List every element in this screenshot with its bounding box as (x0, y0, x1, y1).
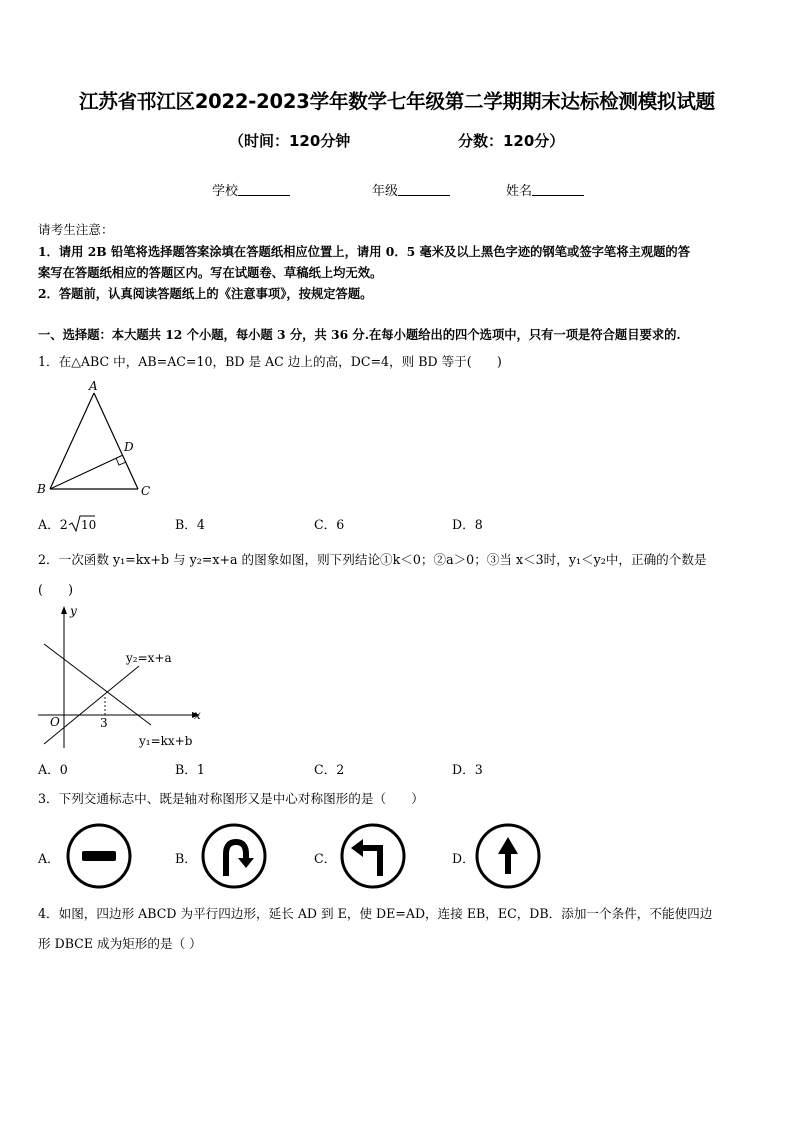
no-entry-sign-icon (65, 822, 133, 890)
school-label: 学校 (212, 184, 239, 199)
q1-option-a-prefix: A．2 (38, 517, 68, 532)
score-label: 分数：120分） (458, 132, 565, 150)
page-title: 江苏省邗江区2022-2023学年数学七年级第二学期期末达标检测模拟试题 (79, 90, 715, 113)
school-field (212, 180, 290, 199)
q2-option-a: A．0 (38, 762, 68, 777)
q2-option-b: B．1 (175, 762, 205, 777)
notice-line1b: 案写在答题纸相应的答题区内。写在试题卷、草稿纸上均无效。 (38, 265, 383, 280)
sqrt-radicand: 10 (80, 518, 96, 532)
straight-ahead-sign-icon (474, 822, 542, 890)
y-axis-arrow (61, 606, 67, 614)
q1-triangle-figure (34, 376, 159, 500)
notice-line2: 2．答题前，认真阅读答题纸上的《注意事项》，按规定答题。 (38, 286, 373, 301)
grade-field (372, 180, 450, 199)
label-c: C (141, 484, 151, 498)
label-y1: y₁=kx+b (139, 734, 193, 748)
section-heading: 一、选择题：本大题共 12 个小题，每小题 3 分，共 36 分.在每小题给出的四个选项中，只有一项是符合题目要求的. (38, 327, 681, 342)
u-turn-sign-icon (200, 822, 268, 890)
sqrt-symbol (68, 515, 96, 533)
label-y: y (70, 604, 77, 618)
time-label: （时间：120分钟 (229, 132, 351, 150)
q2-graph-figure (34, 603, 209, 753)
q3-option-c: C． (314, 851, 337, 866)
name-label: 姓名 (506, 184, 533, 199)
q2-stem: 2．一次函数 y₁=kx+b 与 y₂=x+a 的图象如图，则下列结论①k＜0；②a＞0；③当 x＜3时，y₁＜y₂中，正确的个数是 (38, 552, 707, 567)
label-three: 3 (100, 716, 108, 730)
q3-option-b: B． (175, 851, 197, 866)
notice-line1a: 1．请用 2B 铅笔将选择题答案涂填在答题纸相应位置上，请用 0．5 毫米及以上黑色字迹的钢笔或签字笔将主观题的答 (38, 244, 690, 259)
grade-label: 年级 (372, 184, 399, 199)
school-blank (238, 183, 290, 196)
q4-line2: 形 DBCE 成为矩形的是（ ） (38, 936, 202, 951)
label-b: B (37, 482, 46, 496)
q3-stem: 3．下列交通标志中、既是轴对称图形又是中心对称图形的是（ ） (38, 791, 424, 806)
grade-blank (398, 183, 450, 196)
label-x: x (194, 708, 201, 722)
label-a: A (89, 379, 98, 393)
q1-stem: 1．在△ABC 中，AB=AC=10，BD 是 AC 边上的高，DC=4，则 BD 等于( ) (38, 354, 502, 369)
label-origin: O (50, 715, 60, 729)
q3-option-a: A． (38, 851, 60, 866)
q2-option-c: C．2 (314, 762, 345, 777)
q4-line1: 4．如图，四边形 ABCD 为平行四边形，延长 AD 到 E，使 DE=AD，连接 EB，EC，DB．添加一个条件，不能使四边 (38, 906, 713, 921)
notice-heading: 请考生注意： (38, 222, 114, 237)
turn-left-sign-icon (339, 822, 407, 890)
name-field (506, 180, 584, 199)
q1-option-d: D．8 (452, 517, 483, 532)
q3-option-d: D． (452, 851, 475, 866)
q1-option-c: C．6 (314, 517, 345, 532)
q2-paren: ( ) (38, 582, 74, 597)
side-ab (50, 393, 94, 489)
name-blank (532, 183, 584, 196)
q1-option-a (38, 514, 96, 533)
altitude-bd (50, 455, 123, 489)
q2-option-d: D．3 (452, 762, 483, 777)
q1-option-b: B．4 (175, 517, 205, 532)
label-y2: y₂=x+a (126, 651, 172, 665)
label-d: D (124, 440, 134, 454)
